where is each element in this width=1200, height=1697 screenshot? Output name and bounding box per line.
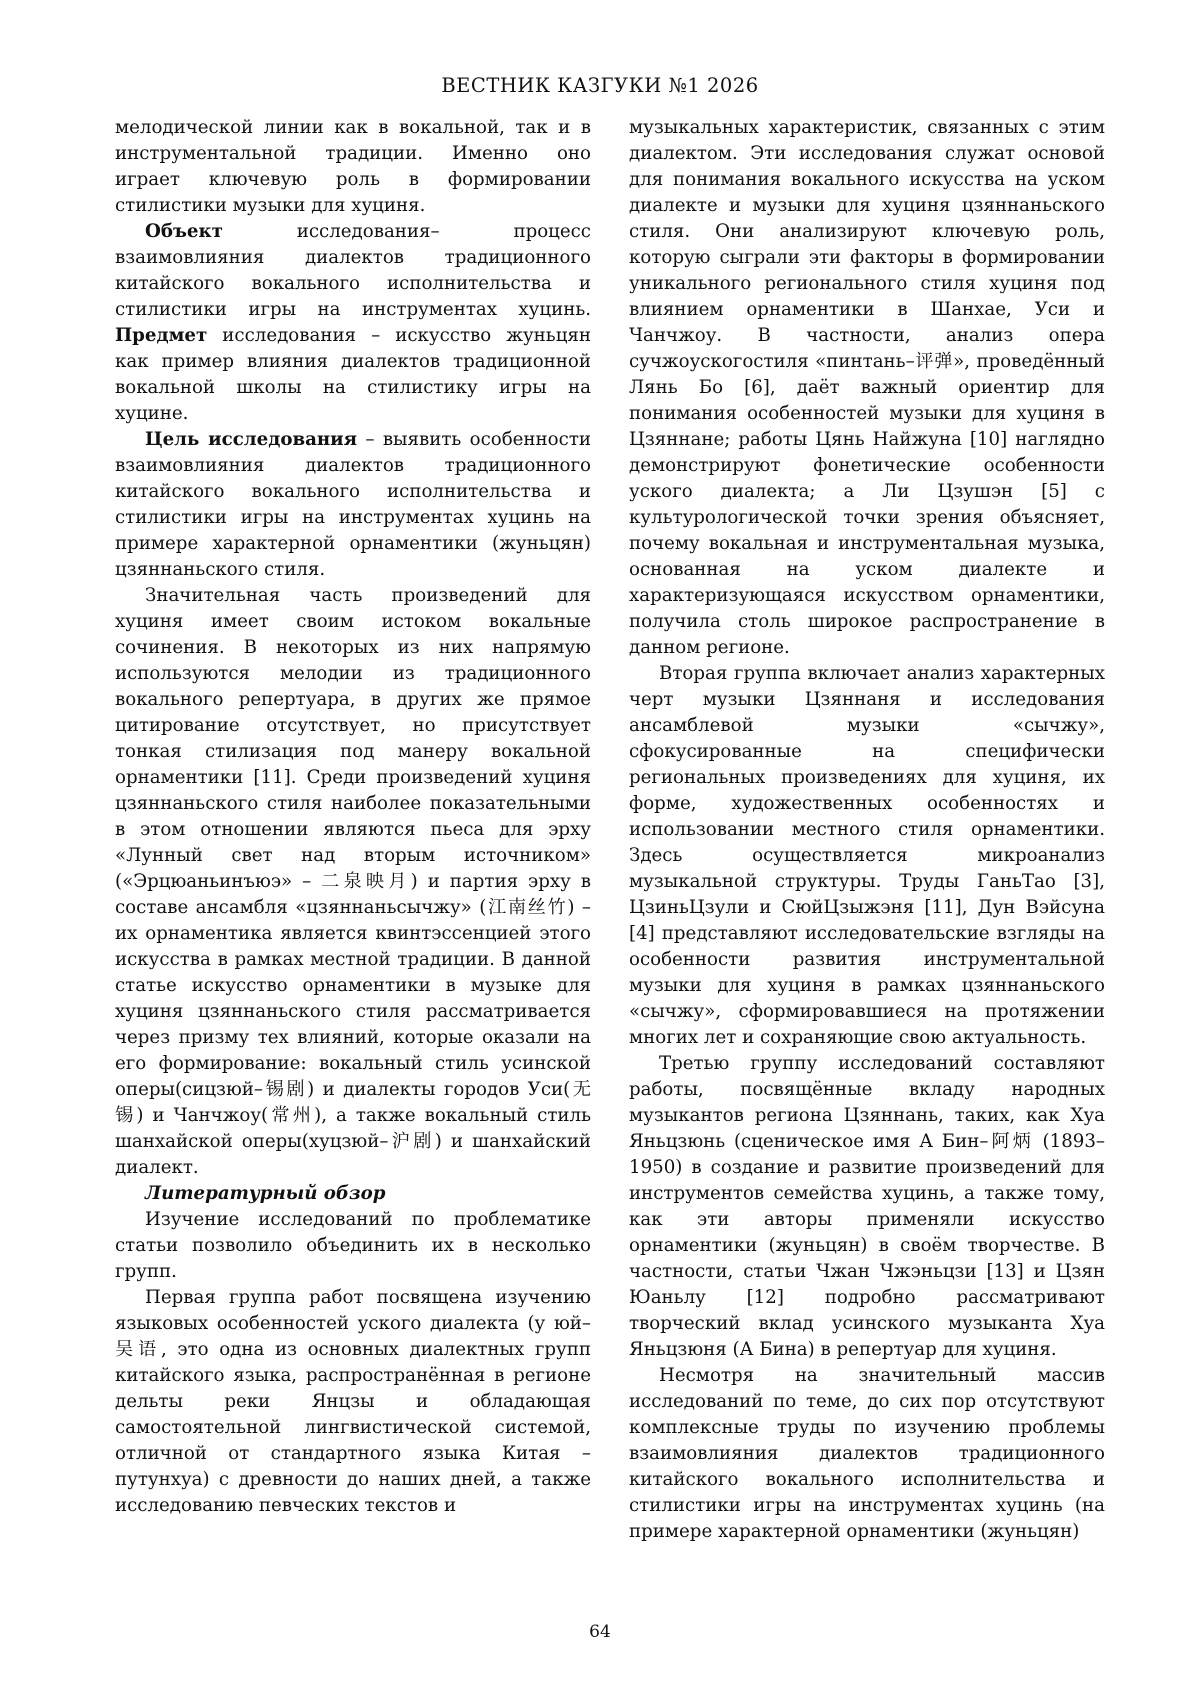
left-column [115,115,591,1519]
paragraph-body: Вторая группа включает анализ характерных черт музыки Цзяннаня и исследования ансамблевой музыки «сычжу», сфокусированные на специфически региональных произведениях для хуциня, их форме, художественных особенностях и использовании местного стиля орнаментики. Здесь осуществляется микроанализ музыкальной структуры. Труды ГаньТао [3], ЦзиньЦзули и СюйЦзыжэня [11], Дун Вэйсуна [4] представляют исследовательские взгляды на особенности развития инструментальной музыки для хуциня в рамках цзяннаньского «сычжу», сформировавшиеся на протяжении многих лет и сохраняющие свою актуальность. [629,663,1105,1048]
paragraph-body: Изучение исследований по проблематике статьи позволило объединить их в несколько групп. [115,1209,591,1282]
paragraph-body: Третью группу исследований составляют работы, посвящённые вкладу народных музыкантов региона Цзяннань, таких, как Хуа Яньцзюнь (сценическое имя А Бин–阿炳 (1893–1950) в создание и развитие произведений для инструментов семейства хуцинь, а также тому, как эти авторы применяли искусство орнаментики (жуньцян) в своём творчестве. В частности, статьи Чжан Чжэньцзи [13] и Цзян Юаньлу [12] подробно рассматривают творческий вклад усинского музыканта Хуа Яньцзюня (А Бина) в репертуар для хуциня. [629,1053,1105,1360]
paragraph-continuation: музыкальных характеристик, связанных с этим диалектом. Эти исследования служат основой для понимания вокального искусства на уском диалекте и музыки для хуциня цзяннаньского стиля. Они анализируют ключевую роль, которую сыграли эти факторы в формировании уникального регионального стиля хуциня под влиянием орнаментики в Шанхае, Уси и Чанчжоу. В частности, анализ опера сучжоускогостиля «пинтань–评弹», проведённый Лянь Бо [6], даёт важный ориентир для понимания особенностей музыки для хуциня в Цзяннане; работы Цянь Найжуна [10] наглядно демонстрируют фонетические особенности уского диалекта; а Ли Цзушэн [5] с культурологической точки зрения объясняет, почему вокальная и инструментальная музыка, основанная на уском диалекте и характеризующаяся искусством орнаментики, получила столь широкое распространение в данном регионе. [629,117,1105,658]
right-column [629,115,1105,1545]
paragraph-body: Значительная часть произведений для хуциня имеет своим истоком вокальные сочинения. В некоторых из них напрямую используются мелодии из традиционного вокального репертуара, в других же прямое цитирование отсутствует, но присутствует тонкая стилизация под манеру вокальной орнаментики [11]. Среди произведений хуциня цзяннаньского стиля наиболее показательными в этом отношении являются пьеса для эрху «Лунный свет над вторым источником» («Эрцюаньинъюэ» – 二泉映月) и партия эрху в составе ансамбля «цзяннаньсычжу» (江南丝竹) – их орнаментика является квинтэссенцией этого искусства в рамках местной традиции. В данной статье искусство орнаментики в музыке для хуциня цзяннаньского стиля рассматривается через призму тех влияний, которые оказали на его формирование: вокальный стиль усинской оперы(сицзюй–锡剧) и диалекты городов Уси(无锡) и Чанчжоу(常州), а также вокальный стиль шанхайской оперы(хуцзюй–沪剧) и шанхайский диалект. [115,585,591,1178]
paragraph-text: исследования – искусство жуньцян как пример влияния диалектов традиционной вокальной школы на стилистику игры на хуцине. [115,325,591,424]
paragraph-continuation: мелодической линии как в вокальной, так и в инструментальной традиции. Именно оно играет ключевую роль в формировании стилистики музыки для хуциня. [115,117,591,216]
paragraph-goal [115,427,591,583]
term-object: Объект [145,221,223,242]
running-header: ВЕСТНИК КАЗГУКИ №1 2026 [441,74,759,97]
paragraph-text: исследования– процесс взаимовлияния диалектов традиционного китайского вокального исполнительства и стилистики игры на инструментах хуцинь. [115,221,591,320]
paragraph-text: – выявить особенности взаимовлияния диалектов традиционного китайского вокального исполнительства и стилистики игры на инструментах хуцинь на примере характерной орнаментики (жуньцян) цзяннаньского стиля. [115,429,591,580]
paragraph-object-subject [115,219,591,427]
paragraph-body: Первая группа работ посвящена изучению языковых особенностей уского диалекта (у юй–吴语, это одна из основных диалектных групп китайского языка, распространённая в регионе дельты реки Янцзы и обладающая самостоятельной лингвистической системой, отличной от стандартного языка Китая – путунхуа) с древности до наших дней, а также исследованию певческих текстов и [115,1287,591,1516]
term-goal: Цель исследования [145,429,358,450]
paragraph-body: Несмотря на значительный массив исследований по теме, до сих пор отсутствуют комплексные труды по изучению проблемы взаимовлияния диалектов традиционного китайского вокального исполнительства и стилистики игры на инструментах хуцинь (на примере характерной орнаментики (жуньцян) [629,1365,1105,1542]
page-number: 64 [589,1622,611,1642]
term-subject: Предмет [115,325,208,346]
section-heading-literature-review: Литературный обзор [145,1183,386,1204]
